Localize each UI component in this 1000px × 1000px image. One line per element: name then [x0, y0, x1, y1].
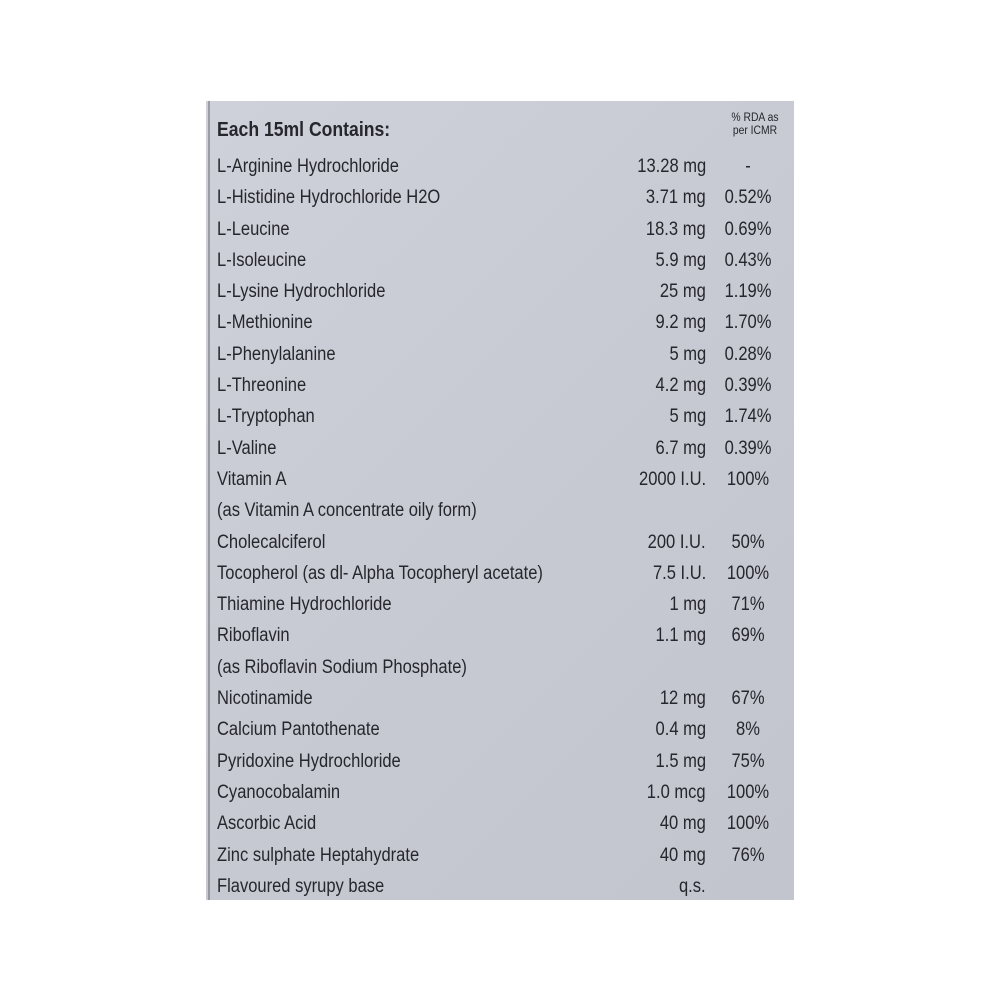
ingredient-row	[206, 559, 794, 590]
ingredient-quantity: 5 mg	[669, 343, 706, 365]
ingredient-row	[206, 684, 794, 715]
ingredient-quantity: 1.5 mg	[655, 750, 706, 772]
ingredient-rda: 50%	[731, 531, 765, 553]
ingredient-quantity: 1 mg	[669, 594, 706, 616]
ingredient-quantity: 13.28 mg	[637, 156, 706, 177]
ingredient-quantity: 9.2 mg	[655, 312, 706, 334]
ingredient-name: Zinc sulphate Heptahydrate	[217, 844, 420, 866]
ingredient-quantity: 1.0 mcg	[647, 781, 706, 803]
ingredient-rda: 0.39%	[724, 375, 772, 397]
ingredient-row	[206, 152, 794, 183]
label-title: Each 15ml Contains:	[217, 119, 391, 141]
ingredient-quantity: 7.5 I.U.	[652, 562, 706, 584]
ingredient-rda: 0.69%	[724, 218, 772, 240]
ingredient-quantity: 2000 I.U.	[638, 468, 706, 490]
ingredient-row	[206, 465, 794, 496]
ingredient-rda: 0.39%	[724, 437, 772, 459]
ingredient-row	[206, 653, 794, 684]
ingredient-quantity: 40 mg	[660, 813, 706, 835]
ingredient-rda: -	[745, 156, 751, 177]
ingredient-row	[206, 590, 794, 621]
ingredient-quantity: 3.71 mg	[646, 187, 706, 209]
ingredient-quantity: 4.2 mg	[655, 375, 706, 397]
ingredient-name: Flavoured syrupy base	[217, 875, 385, 897]
ingredient-rda: 75%	[731, 750, 765, 772]
ingredient-rda: 71%	[731, 594, 765, 616]
ingredient-row	[206, 277, 794, 308]
ingredient-rda: 100%	[726, 562, 770, 584]
ingredient-row	[206, 621, 794, 652]
ingredient-rda: 1.74%	[724, 406, 772, 428]
ingredient-quantity: 0.4 mg	[655, 719, 706, 741]
ingredient-name: Cholecalciferol	[217, 531, 326, 553]
ingredient-quantity: 200 I.U.	[648, 531, 706, 553]
ingredient-rda: 76%	[731, 844, 765, 866]
ingredient-name: L-Tryptophan	[217, 406, 315, 428]
ingredient-quantity: 6.7 mg	[655, 437, 706, 459]
ingredient-name: L-Phenylalanine	[217, 343, 336, 365]
ingredient-name: (as Riboflavin Sodium Phosphate)	[217, 656, 467, 678]
ingredient-row	[206, 496, 794, 527]
ingredient-row	[206, 872, 794, 900]
ingredient-name: L-Lysine Hydrochloride	[217, 281, 386, 303]
ingredient-row	[206, 809, 794, 840]
ingredient-name: L-Isoleucine	[217, 249, 307, 271]
ingredient-name: Riboflavin	[217, 625, 290, 647]
ingredient-name: L-Valine	[217, 437, 277, 459]
ingredient-quantity: 40 mg	[660, 844, 706, 866]
nutrition-label-panel	[206, 101, 794, 900]
ingredient-rda: 100%	[726, 468, 770, 490]
ingredient-name: Nicotinamide	[217, 688, 313, 710]
ingredient-name: L-Arginine Hydrochloride	[217, 156, 399, 177]
ingredient-rda: 0.28%	[724, 343, 772, 365]
ingredient-rda: 1.70%	[724, 312, 772, 334]
ingredient-rda: 0.52%	[724, 187, 772, 209]
ingredient-name: L-Threonine	[217, 375, 307, 397]
ingredient-rda: 100%	[726, 781, 770, 803]
ingredient-name: Pyridoxine Hydrochloride	[217, 750, 401, 772]
ingredient-row	[206, 715, 794, 746]
ingredient-name: L-Histidine Hydrochloride H2O	[217, 187, 441, 209]
ingredient-quantity: q.s.	[679, 875, 706, 897]
ingredient-row	[206, 215, 794, 246]
ingredient-row	[206, 434, 794, 465]
ingredient-list	[206, 152, 794, 900]
ingredient-quantity: 18.3 mg	[646, 218, 706, 240]
ingredient-row	[206, 778, 794, 809]
ingredient-name: Calcium Pantothenate	[217, 719, 380, 741]
ingredient-rda: 1.19%	[724, 281, 772, 303]
ingredient-row	[206, 246, 794, 277]
ingredient-name: Tocopherol (as dl- Alpha Tocopheryl acetate)	[217, 562, 543, 584]
ingredient-row	[206, 402, 794, 433]
ingredient-quantity: 25 mg	[660, 281, 706, 303]
ingredient-rda: 8%	[736, 719, 760, 741]
ingredient-quantity: 5 mg	[669, 406, 706, 428]
ingredient-name: L-Leucine	[217, 218, 290, 240]
ingredient-quantity: 12 mg	[660, 688, 706, 710]
ingredient-row	[206, 340, 794, 371]
ingredient-row	[206, 183, 794, 214]
ingredient-name: Vitamin A	[217, 468, 287, 490]
ingredient-row	[206, 841, 794, 872]
ingredient-name: Thiamine Hydrochloride	[217, 594, 392, 616]
ingredient-name: L-Methionine	[217, 312, 313, 334]
ingredient-rda: 67%	[731, 688, 765, 710]
ingredient-row	[206, 528, 794, 559]
ingredient-quantity: 1.1 mg	[655, 625, 706, 647]
ingredient-row	[206, 747, 794, 778]
ingredient-rda: 0.43%	[724, 249, 772, 271]
ingredient-name: Ascorbic Acid	[217, 813, 317, 835]
label-header	[206, 101, 794, 151]
ingredient-rda: 69%	[731, 625, 765, 647]
ingredient-name: Cyanocobalamin	[217, 781, 341, 803]
ingredient-name: (as Vitamin A concentrate oily form)	[217, 500, 477, 522]
ingredient-quantity: 5.9 mg	[655, 249, 706, 271]
rda-column-header: % RDA as per ICMR	[731, 112, 779, 137]
ingredient-row	[206, 308, 794, 339]
ingredient-row	[206, 371, 794, 402]
ingredient-rda: 100%	[726, 813, 770, 835]
